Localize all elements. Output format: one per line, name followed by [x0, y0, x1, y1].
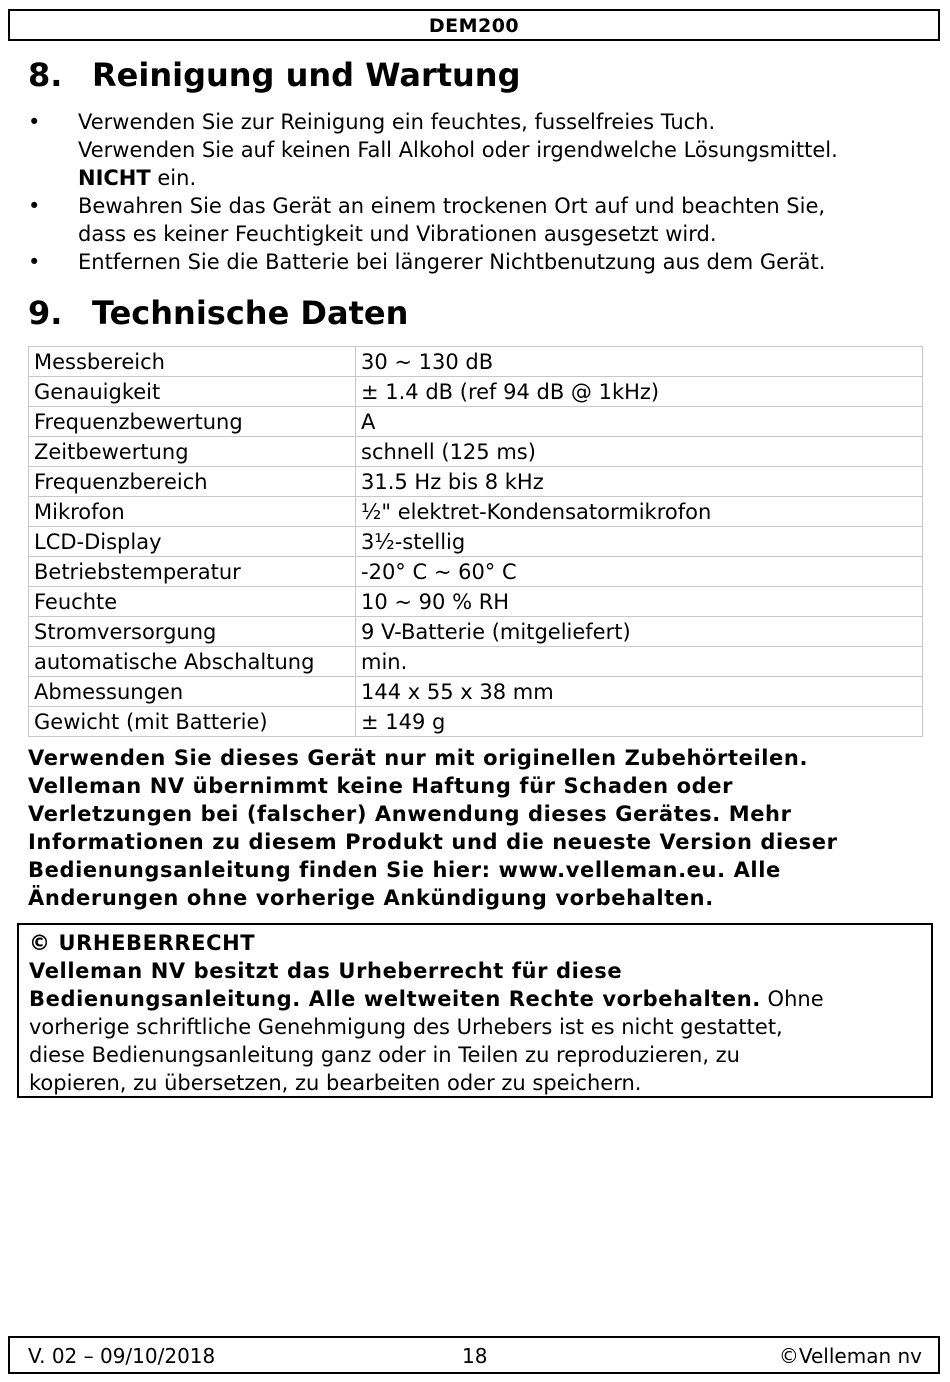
table-row	[29, 497, 923, 527]
spec-value: 3½-stellig	[356, 527, 923, 557]
section-number: 8.	[28, 56, 63, 94]
page-header	[8, 9, 940, 41]
notice-line: Verwenden Sie dieses Gerät nur mit originellen Zubehörteilen.	[28, 746, 809, 770]
section-8-heading	[28, 56, 520, 94]
list-item-text: ein.	[150, 166, 197, 190]
spec-value: schnell (125 ms)	[356, 437, 923, 467]
notice-line: Verletzungen bei (falscher) Anwendung dieses Gerätes. Mehr	[28, 802, 792, 826]
spec-value: 9 V-Batterie (mitgeliefert)	[356, 617, 923, 647]
list-item	[28, 108, 928, 192]
list-item-text: Verwenden Sie auf keinen Fall Alkohol oder irgendwelche Lösungsmittel.	[78, 138, 838, 162]
list-item	[28, 192, 928, 248]
spec-value: ± 149 g	[356, 707, 923, 737]
copyright-text: vorherige schriftliche Genehmigung des Urhebers ist es nicht gestattet,	[29, 1015, 783, 1039]
version-date: V. 02 – 09/10/2018	[28, 1344, 216, 1368]
spec-label: automatische Abschaltung	[29, 647, 356, 677]
list-item-text: Entfernen Sie die Batterie bei längerer Nichtbenutzung aus dem Gerät.	[78, 250, 826, 274]
list-item-text: Verwenden Sie zur Reinigung ein feuchtes, fusselfreies Tuch.	[78, 110, 716, 134]
spec-label: Frequenzbereich	[29, 467, 356, 497]
spec-label: Zeitbewertung	[29, 437, 356, 467]
section-9-heading	[28, 294, 408, 332]
copyright-bold-text: Bedienungsanleitung. Alle weltweiten Rechte vorbehalten.	[29, 987, 761, 1011]
table-row	[29, 677, 923, 707]
copyright-box	[17, 923, 933, 1098]
table-row	[29, 407, 923, 437]
section-title: Technische Daten	[92, 294, 409, 332]
document-title: DEM200	[428, 15, 520, 37]
spec-label: Feuchte	[29, 587, 356, 617]
table-row	[29, 557, 923, 587]
spec-label: Stromversorgung	[29, 617, 356, 647]
list-item	[28, 248, 928, 276]
list-item-text: Bewahren Sie das Gerät an einem trockenen Ort auf und beachten Sie,	[78, 194, 826, 218]
spec-value: A	[356, 407, 923, 437]
section-number: 9.	[28, 294, 63, 332]
spec-label: Genauigkeit	[29, 377, 356, 407]
spec-label: Frequenzbewertung	[29, 407, 356, 437]
bullet-icon: •	[28, 110, 41, 134]
spec-value: -20° C ~ 60° C	[356, 557, 923, 587]
bullet-icon: •	[28, 194, 41, 218]
table-row	[29, 347, 923, 377]
notice-line: Bedienungsanleitung finden Sie hier: www.velleman.eu. Alle	[28, 858, 781, 882]
spec-value: ± 1.4 dB (ref 94 dB @ 1kHz)	[356, 377, 923, 407]
bullet-icon: •	[28, 250, 41, 274]
table-row	[29, 647, 923, 677]
spec-value: min.	[356, 647, 923, 677]
copyright-text: kopieren, zu übersetzen, zu bearbeiten oder zu speichern.	[29, 1071, 642, 1095]
spec-value: ½" elektret-Kondensatormikrofon	[356, 497, 923, 527]
spec-label: LCD-Display	[29, 527, 356, 557]
specs-table	[28, 346, 923, 737]
table-row	[29, 617, 923, 647]
copyright-text: diese Bedienungsanleitung ganz oder in Teilen zu reproduzieren, zu	[29, 1043, 740, 1067]
spec-label: Gewicht (mit Batterie)	[29, 707, 356, 737]
spec-label: Abmessungen	[29, 677, 356, 707]
spec-value: 31.5 Hz bis 8 kHz	[356, 467, 923, 497]
copyright-heading: © URHEBERRECHT	[29, 931, 256, 955]
page-number: 18	[462, 1344, 488, 1368]
company-name: ©Velleman nv	[778, 1344, 922, 1368]
table-row	[29, 527, 923, 557]
copyright-bold-text: Velleman NV besitzt das Urheberrecht für diese	[29, 959, 623, 983]
notice-line: Informationen zu diesem Produkt und die neueste Version dieser	[28, 830, 838, 854]
list-item-text: dass es keiner Feuchtigkeit und Vibrationen ausgesetzt wird.	[78, 222, 717, 246]
table-row	[29, 437, 923, 467]
page-footer	[8, 1336, 940, 1374]
table-row	[29, 467, 923, 497]
spec-value: 10 ~ 90 % RH	[356, 587, 923, 617]
copyright-text: Ohne	[760, 987, 824, 1011]
usage-notice	[28, 744, 928, 912]
emphasis-text: NICHT	[78, 166, 151, 190]
maintenance-list	[28, 108, 928, 276]
table-row	[29, 377, 923, 407]
table-row	[29, 587, 923, 617]
table-row	[29, 707, 923, 737]
notice-line: Velleman NV übernimmt keine Haftung für Schaden oder	[28, 774, 734, 798]
spec-label: Messbereich	[29, 347, 356, 377]
spec-value: 144 x 55 x 38 mm	[356, 677, 923, 707]
spec-label: Betriebstemperatur	[29, 557, 356, 587]
section-title: Reinigung und Wartung	[92, 56, 521, 94]
spec-value: 30 ~ 130 dB	[356, 347, 923, 377]
notice-line: Änderungen ohne vorherige Ankündigung vorbehalten.	[28, 886, 714, 910]
spec-label: Mikrofon	[29, 497, 356, 527]
